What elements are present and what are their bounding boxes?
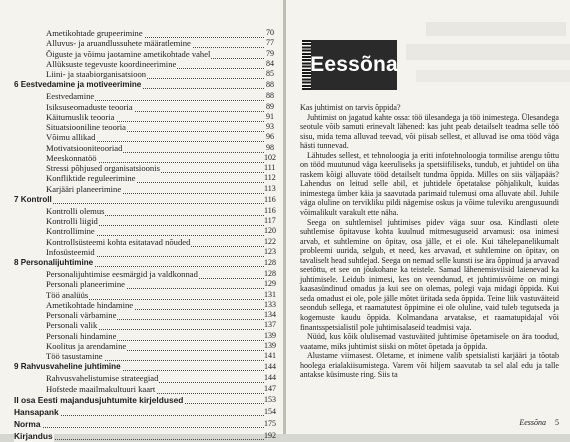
- toc-entry-title: Personali värbamine: [46, 310, 117, 320]
- toc-entry-page: 133: [264, 299, 276, 309]
- left-page: [0, 0, 283, 441]
- toc-entry: [14, 320, 274, 330]
- toc-entry: [14, 143, 274, 153]
- toc-entry-title: Kontrollsüsteemi kohta esitatavad nõuded: [46, 236, 191, 247]
- toc-entry: [14, 237, 274, 247]
- paragraph: Nüüd, kus kõik olulisemad vastuväited juhtimise õpetamisele on ära toodud, vaatame, miks juhtimist siiski on mõtet õpetada ja õppida.: [300, 332, 559, 351]
- toc-entry-page: 96: [266, 132, 274, 142]
- paragraph: Lähtudes sellest, et tehnoloogia ja eriti infotehnoloogia tormilise arengu tõttu on tööd muutunud väga keeruliseks ja spetsiifiliseks, tundub, et juhtidel on üha raskem kõigi alluvate tööd detailselt tundma õppida. Milles on siis väljapääs? Lahendus on leitud selle abil, et juhtidele õpetatakse põhjalikult, kuidas inimestega ümber käia ja saavutada parimaid tulemusi oma alluvate abil. Juhile väga oluline on tervikliku pildi nägemise oskus ja võime tuleviku arengusuundi võimalikult varakult ette näha.: [300, 150, 559, 218]
- chapter-title: Eessõna: [311, 40, 397, 90]
- toc-entry-page: 137: [264, 320, 276, 330]
- toc-entry-title: 8 Personalijuhtimine: [14, 258, 94, 267]
- toc-entry-page: 192: [264, 430, 276, 440]
- toc-entry-title: Stressi põhjused organisatsioonis: [46, 163, 160, 173]
- toc-entry-title: Personalijuhtimise eesmärgid ja valdkonnad: [46, 269, 198, 279]
- toc-entry-title: Motivatsiooniteooriad: [46, 142, 123, 153]
- toc-entry: [14, 194, 274, 206]
- toc-entry-page: 113: [264, 183, 276, 193]
- toc-entry-page: 93: [266, 122, 274, 131]
- toc-entry: [14, 206, 274, 216]
- toc-entry-page: 141: [264, 351, 276, 360]
- toc-entry: [14, 112, 274, 122]
- toc-entry-title: Norma: [14, 418, 41, 429]
- toc-entry-title: Rahvusvahelistumise strateegiad: [46, 373, 159, 384]
- toc-entry: [14, 153, 274, 163]
- toc-entry-title: 6 Eestvedamine ja motiveerimine: [14, 80, 142, 90]
- toc-entry: [14, 132, 274, 142]
- toc-entry-title: Alluvus- ja aruandlussuhete määratlemine: [46, 38, 191, 49]
- toc-entry-title: Personali planeerimine: [46, 279, 125, 290]
- toc-entry-page: 84: [266, 58, 274, 68]
- toc-entry-title: Konfliktide reguleerimine: [46, 173, 136, 184]
- toc-entry: [14, 173, 274, 183]
- toc-entry-page: 88: [266, 80, 274, 90]
- toc-entry: [14, 102, 274, 112]
- toc-entry-page: 139: [264, 330, 276, 340]
- paragraph: Seega on suhtlemisel juhtimises pidev väga suur osa. Kindlasti olete suhtlemise õpitavuse kohta kuulnud mitmesuguseid arvamusi: osa inimesi arvab, et suhtlemine on õpitav, osa jälle, et ei ole. Kui tähelepanelikumalt probleemi uurida, selgub, et need, kes arvavad, et suhtlemine on õpitav, on tavaliselt head suhtlejad. Seega on nemad selle kunsti ise ära õppinud ja arvavad seetõttu, et see on jõukohane ka teistele. Samad lähenemisviisid laienevad ka juhtimisele. Leidub inimesi, kes on veendunud, et juhtimisvõime on mingi kaasasündinud omadus ja kui see on olemas, polegi vaja midagi õppida. Kui seda omadust ei ole, pole jälle mõtet üritada seda õppida. Teine liik vastuväiteid seondub sellega, et raamatutest õppimine ei ole oluline, vaid tuleb tegutseda ja kogemuste kaudu õppida. Kolmandana arvatakse, et raamatupidajal või finantsspetsialistil pole juhtimisalaseid teadmisi vaja.: [300, 217, 559, 332]
- toc-entry: [14, 331, 274, 341]
- toc-entry-page: 147: [264, 383, 276, 393]
- toc-entry-title: Hofstede maailmakultuuri kaart: [46, 383, 156, 394]
- toc-entry-title: Kontrollimine: [46, 226, 95, 237]
- toc-entry: [14, 373, 274, 383]
- paragraph: Kas juhtimist on tarvis õppida?: [300, 103, 401, 112]
- right-page: [286, 0, 570, 434]
- toc-entry-title: Ametikohtade hindamine: [46, 299, 134, 310]
- toc-entry-title: Karjääri planeerimine: [46, 183, 122, 194]
- running-footer-title: Eessõna: [519, 418, 546, 427]
- toc-entry: [14, 384, 274, 394]
- toc-entry-title: Koolitus ja arendamine: [46, 340, 127, 351]
- toc-entry: [14, 79, 274, 91]
- toc-entry-title: Allüksuste tegevuste koordineerimine: [46, 58, 177, 69]
- toc-entry-title: 9 Rahvusvaheline juhtimine: [14, 362, 121, 372]
- toc-entry-title: Hansapank: [14, 406, 59, 417]
- toc-entry-title: Ametikohtade grupeerimine: [46, 28, 143, 38]
- toc-entry-title: Kirjandus: [14, 430, 53, 441]
- toc-entry-title: Infosüsteemid: [46, 246, 95, 257]
- toc-entry: [14, 310, 274, 320]
- toc-entry: [14, 184, 274, 194]
- toc-entry-page: 116: [264, 205, 276, 215]
- toc-entry-page: 79: [266, 48, 274, 58]
- toc-entry: [14, 279, 274, 289]
- toc-entry-title: Liini- ja staabiorganisatsioon: [46, 69, 147, 79]
- toc-entry: [14, 418, 274, 430]
- toc-entry-page: 139: [264, 340, 276, 350]
- table-of-contents: [14, 28, 274, 442]
- toc-entry-title: Kontrolli liigid: [46, 216, 98, 226]
- toc-entry: [14, 163, 274, 173]
- toc-entry-page: 102: [264, 152, 276, 162]
- page-footer: [519, 418, 559, 427]
- toc-entry-page: 154: [264, 406, 276, 416]
- toc-entry-page: 77: [266, 38, 274, 48]
- toc-entry: [14, 28, 274, 38]
- toc-entry-page: 117: [264, 216, 276, 225]
- paragraph: Alustame viimasest. Oletame, et inimene valib spetsialisti karjääri ja tõotab hoolega erialakiisumistega. Varem või hiljem saavutab ta sel alal edu ja talle antakse küsimuste ring. Siis ta: [300, 351, 559, 380]
- toc-entry: [14, 269, 274, 279]
- toc-entry-page: 111: [264, 163, 276, 172]
- toc-entry-page: 131: [264, 289, 276, 299]
- toc-entry: [14, 226, 274, 236]
- toc-entry: [14, 361, 274, 373]
- toc-entry-title: Töö analüüs: [46, 289, 89, 300]
- toc-entry: [14, 351, 274, 361]
- toc-entry-page: 98: [266, 142, 274, 152]
- toc-entry-title: II osa Eesti majandusjuhtumite kirjeldused: [14, 394, 184, 405]
- toc-entry: [14, 69, 274, 79]
- toc-leader-dots: [14, 418, 264, 428]
- toc-entry-page: 123: [264, 246, 276, 256]
- toc-entry-title: Personali hindamine: [46, 330, 117, 341]
- paragraph: Juhtimist on jagatud kahte ossa: töö ülesandega ja töö inimestega. Ülesandega seotule võib samuti erinevalt lähened: kas juht peab detailselt teadma selle töö sisu, mida tema alluvad teevad, või piisab sellest, et alluvad ise oma tööd väga hästi tunnevad.: [300, 112, 559, 151]
- toc-entry-title: 7 Kontroll: [14, 194, 52, 204]
- toc-entry: [14, 300, 274, 310]
- toc-entry-page: 70: [266, 28, 274, 37]
- toc-entry-page: 129: [264, 279, 276, 289]
- toc-entry-page: 134: [264, 310, 276, 319]
- toc-entry-page: 112: [264, 173, 276, 183]
- toc-entry-title: Isiksuseomaduste teooria: [46, 101, 133, 112]
- toc-entry-page: 144: [264, 362, 276, 372]
- toc-entry: [14, 49, 274, 59]
- toc-entry-page: 128: [264, 269, 276, 278]
- toc-entry-page: 88: [266, 91, 274, 101]
- chapter-title-block: [302, 40, 397, 90]
- toc-entry-title: Eestvedamine: [46, 91, 95, 102]
- toc-entry: [14, 257, 274, 269]
- toc-entry-title: Kontrolli olemus: [46, 205, 105, 216]
- toc-entry-page: 116: [264, 194, 276, 204]
- toc-entry-title: Situatsiooniline teooria: [46, 122, 126, 132]
- toc-entry: [14, 59, 274, 69]
- toc-entry: [14, 91, 274, 101]
- toc-entry-page: 175: [264, 418, 276, 428]
- toc-entry-page: 122: [264, 236, 276, 246]
- toc-entry: [14, 394, 274, 406]
- toc-entry-page: 85: [266, 69, 274, 78]
- toc-entry: [14, 290, 274, 300]
- toc-entry-page: 144: [264, 373, 276, 383]
- page-number: 5: [555, 418, 559, 427]
- toc-entry: [14, 122, 274, 132]
- toc-entry-title: Meeskonnatöö: [46, 152, 97, 163]
- toc-entry-title: Töö tasustamine: [46, 351, 103, 361]
- toc-entry-title: Võimu allikad: [46, 132, 96, 143]
- toc-entry: [14, 216, 274, 226]
- toc-entry: [14, 430, 274, 442]
- toc-entry-page: 128: [264, 258, 276, 267]
- toc-entry-page: 120: [264, 226, 276, 236]
- toc-entry-title: Personali valik: [46, 320, 98, 331]
- toc-entry: [14, 341, 274, 351]
- toc-entry-title: Õiguste ja võimu jaotamine ametikohtade vahel: [46, 48, 211, 59]
- toc-entry: [14, 247, 274, 257]
- toc-entry-page: 91: [266, 111, 274, 121]
- toc-entry-page: 89: [266, 101, 274, 111]
- toc-entry: [14, 38, 274, 48]
- toc-entry: [14, 406, 274, 418]
- preface-body: [300, 103, 559, 380]
- toc-entry-title: Käitumuslik teooria: [46, 111, 115, 122]
- toc-entry-page: 153: [264, 394, 276, 404]
